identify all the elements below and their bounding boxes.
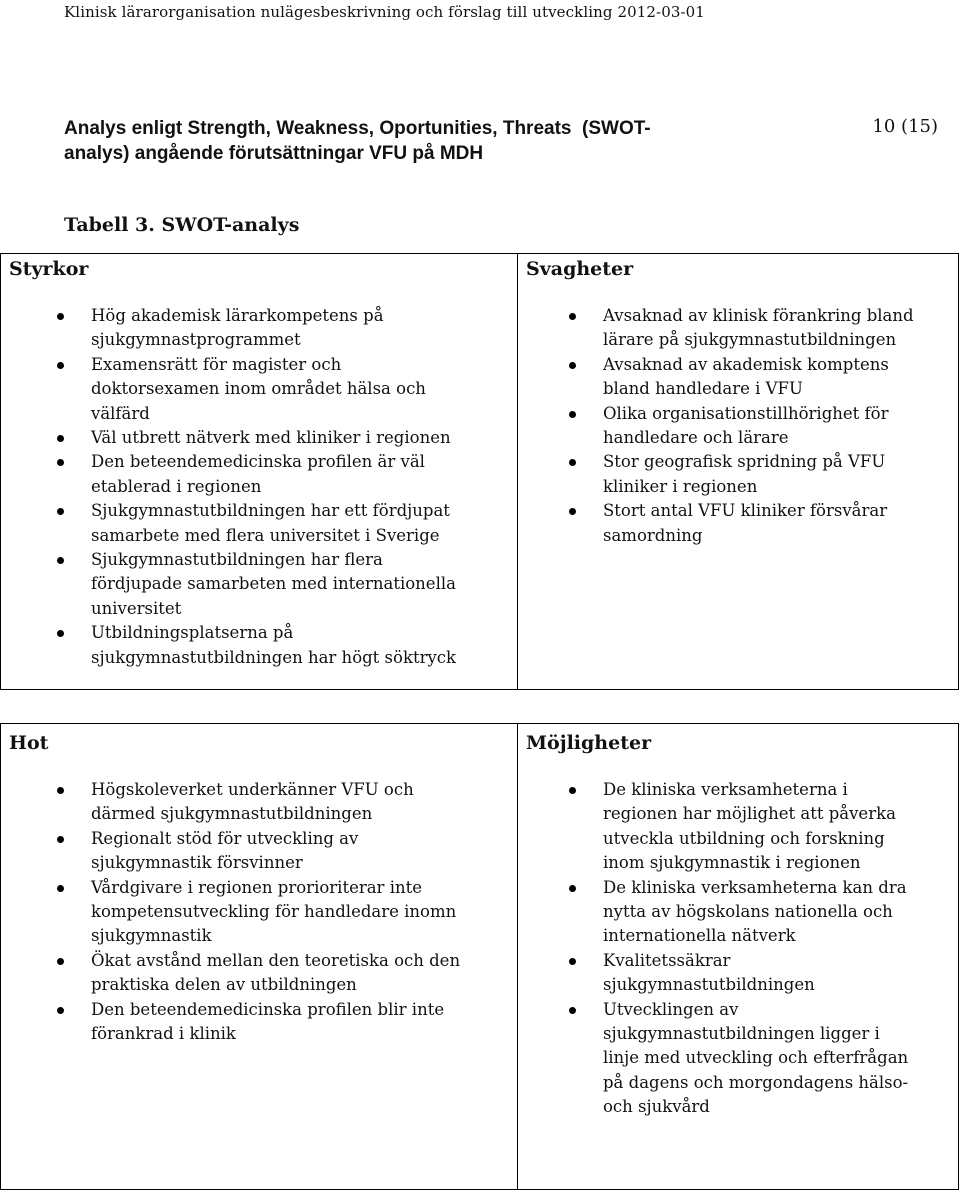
strengths-list bbox=[91, 304, 511, 670]
opportunities-list bbox=[603, 778, 953, 1120]
table-caption: Tabell 3. SWOT-analys bbox=[64, 214, 300, 236]
list-item: De kliniska verksamheterna i regionen har möjlighet att påverka utveckla utbildning och forskning inom sjukgymnastik i regionen bbox=[603, 778, 953, 876]
list-item: Olika organisationstillhörighet för handledare och lärare bbox=[603, 402, 953, 451]
swot-cell-strengths bbox=[0, 253, 518, 690]
list-item: Ökat avstånd mellan den teoretiska och den praktiska delen av utbildningen bbox=[91, 949, 511, 998]
list-item: Sjukgymnastutbildningen har ett fördjupat samarbete med flera universitet i Sverige bbox=[91, 499, 511, 548]
list-item: Utbildningsplatserna på sjukgymnastutbildningen har högt söktryck bbox=[91, 621, 511, 670]
list-item: Kvalitetssäkrar sjukgymnastutbildningen bbox=[603, 949, 953, 998]
list-item: Vårdgivare i regionen prorioriterar inte kompetensutveckling för handledare inomn sjukgymnastik bbox=[91, 876, 511, 949]
list-item: De kliniska verksamheterna kan dra nytta av högskolans nationella och internationella nätverk bbox=[603, 876, 953, 949]
strengths-heading: Styrkor bbox=[9, 258, 89, 280]
swot-cell-opportunities bbox=[517, 723, 959, 1190]
list-item: Väl utbrett nätverk med kliniker i regionen bbox=[91, 426, 511, 450]
weaknesses-list bbox=[603, 304, 953, 548]
list-item: Regionalt stöd för utveckling av sjukgymnastik försvinner bbox=[91, 827, 511, 876]
list-item: Stort antal VFU kliniker försvårar samordning bbox=[603, 499, 953, 548]
list-item: Sjukgymnastutbildningen har flera fördjupade samarbeten med internationella universitet bbox=[91, 548, 511, 621]
page-number: 10 (15) bbox=[872, 116, 938, 137]
list-item: Högskoleverket underkänner VFU och därmed sjukgymnastutbildningen bbox=[91, 778, 511, 827]
list-item: Den beteendemedicinska profilen blir inte förankrad i klinik bbox=[91, 998, 511, 1047]
list-item: Den beteendemedicinska profilen är väl etablerad i regionen bbox=[91, 450, 511, 499]
threats-heading: Hot bbox=[9, 732, 49, 754]
threats-list bbox=[91, 778, 511, 1046]
weaknesses-heading: Svagheter bbox=[526, 258, 634, 280]
opportunities-heading: Möjligheter bbox=[526, 732, 652, 754]
list-item: Avsaknad av akademisk komptens bland handledare i VFU bbox=[603, 353, 953, 402]
swot-table bbox=[0, 253, 959, 1190]
swot-cell-threats bbox=[0, 723, 518, 1190]
running-header: Klinisk lärarorganisation nulägesbeskrivning och förslag till utveckling 2012-03-01 bbox=[64, 3, 705, 21]
list-item: Utvecklingen av sjukgymnastutbildningen ligger i linje med utveckling och efterfrågan på dagens och morgondagens hälso- och sjukvård bbox=[603, 998, 953, 1120]
list-item: Hög akademisk lärarkompetens på sjukgymnastprogrammet bbox=[91, 304, 511, 353]
section-title: Analys enligt Strength, Weakness, Oportunities, Threats (SWOT- analys) angående förutsättningar VFU på MDH bbox=[64, 118, 651, 164]
swot-cell-weaknesses bbox=[517, 253, 959, 690]
list-item: Examensrätt för magister och doktorsexamen inom området hälsa och välfärd bbox=[91, 353, 511, 426]
list-item: Avsaknad av klinisk förankring bland lärare på sjukgymnastutbildningen bbox=[603, 304, 953, 353]
list-item: Stor geografisk spridning på VFU kliniker i regionen bbox=[603, 450, 953, 499]
